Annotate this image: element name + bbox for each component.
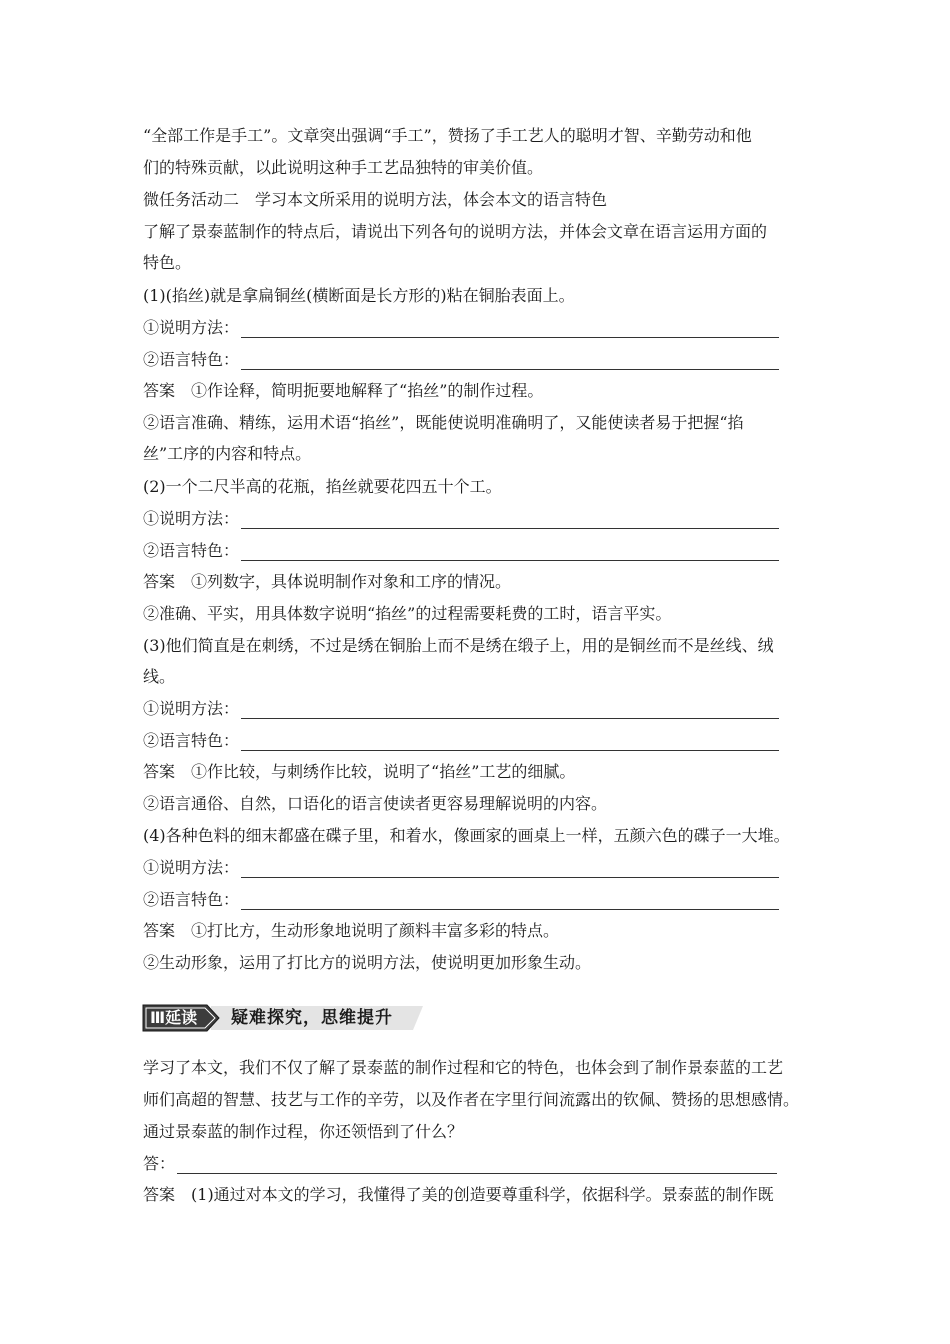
answer-blank[interactable] (177, 1159, 777, 1174)
answer-blank[interactable] (241, 323, 779, 338)
answer-label: 答案 (143, 381, 176, 400)
answer-line (143, 381, 543, 401)
answer-line (143, 1185, 774, 1205)
answer-line (143, 572, 511, 592)
question-2: (2)一个二尺半高的花瓶，掐丝就要花四五十个工。 (143, 477, 502, 496)
text-line: “全部工作是手工”。文章突出强调“手工”，赞扬了手工艺人的聪明才智、辛勤劳动和他 (143, 126, 752, 145)
feature-field-1 (143, 350, 779, 370)
text-line: ②语言通俗、自然，口语化的语言使读者更容易理解说明的内容。 (143, 794, 608, 813)
question-1: (1)(掐丝)就是拿扁铜丝(横断面是长方形的)粘在铜胎表面上。 (143, 286, 575, 305)
answer-text: ①打比方，生动形象地说明了颜料丰富多彩的特点。 (191, 921, 560, 940)
field-label: ②语言特色： (143, 890, 240, 909)
text-line: 丝”工序的内容和特点。 (143, 444, 312, 463)
method-field-2 (143, 509, 779, 529)
feature-field-2 (143, 541, 779, 561)
reply-field (143, 1154, 777, 1174)
answer-line (143, 921, 559, 941)
field-label: ①说明方法： (143, 318, 240, 337)
text-line: 学习了本文，我们不仅了解了景泰蓝的制作过程和它的特色，也体会到了制作景泰蓝的工艺 (143, 1058, 784, 1077)
field-label: ②语言特色： (143, 350, 240, 369)
answer-blank[interactable] (241, 736, 779, 751)
answer-label: 答案 (143, 572, 176, 591)
text-line: 通过景泰蓝的制作过程，你还领悟到了什么？ (143, 1122, 464, 1141)
answer-blank[interactable] (241, 895, 779, 910)
text-line: 师们高超的智慧、技艺与工作的辛劳，以及作者在字里行间流露出的钦佩、赞扬的思想感情。 (143, 1090, 800, 1109)
answer-blank[interactable] (241, 355, 779, 370)
banner-title: 疑难探究，思维提升 (231, 1008, 393, 1028)
field-label: ②语言特色： (143, 731, 240, 750)
text-line: 线。 (143, 667, 176, 686)
field-label: 答： (143, 1154, 176, 1173)
text-line: ②生动形象，运用了打比方的说明方法，使说明更加形象生动。 (143, 953, 592, 972)
feature-field-4 (143, 890, 779, 910)
answer-label: 答案 (143, 762, 176, 781)
method-field-3 (143, 699, 779, 719)
answer-blank[interactable] (241, 546, 779, 561)
text-line: 们的特殊贡献，以此说明这种手工艺品独特的审美价值。 (143, 158, 544, 177)
question-4: (4)各种色料的细末都盛在碟子里，和着水，像画家的画桌上一样，五颜六色的碟子一大堆。 (143, 826, 790, 845)
field-label: ①说明方法： (143, 509, 240, 528)
text-line: 特色。 (143, 253, 192, 272)
method-field-4 (143, 858, 779, 878)
answer-text: (1)通过对本文的学习，我懂得了美的创造要尊重科学，依据科学。景泰蓝的制作既 (191, 1185, 774, 1204)
feature-field-3 (143, 731, 779, 751)
answer-text: ①列数字，具体说明制作对象和工序的情况。 (191, 572, 512, 591)
answer-blank[interactable] (241, 704, 779, 719)
answer-blank[interactable] (241, 514, 779, 529)
answer-text: ①作诠释，简明扼要地解释了“掐丝”的制作过程。 (191, 381, 544, 400)
answer-label: 答案 (143, 1185, 176, 1204)
field-label: ②语言特色： (143, 541, 240, 560)
answer-line (143, 762, 575, 782)
question-3: (3)他们简直是在刺绣，不过是绣在铜胎上而不是绣在缎子上，用的是铜丝而不是丝线、绒 (143, 636, 774, 655)
text-line: ②语言准确、精练，运用术语“掐丝”，既能使说明准确明了，又能使读者易于把握“掐 (143, 413, 744, 432)
field-label: ①说明方法： (143, 699, 240, 718)
answer-blank[interactable] (241, 863, 779, 878)
answer-label: 答案 (143, 921, 176, 940)
banner-label: Ⅲ延读 (150, 1008, 198, 1027)
text-line: 了解了景泰蓝制作的特点后，请说出下列各句的说明方法，并体会文章在语言运用方面的 (143, 222, 768, 241)
text-line: ②准确、平实，用具体数字说明“掐丝”的过程需要耗费的工时，语言平实。 (143, 604, 672, 623)
method-field-1 (143, 318, 779, 338)
answer-text: ①作比较，与刺绣作比较，说明了“掐丝”工艺的细腻。 (191, 762, 576, 781)
task-heading: 微任务活动二 学习本文所采用的说明方法，体会本文的语言特色 (143, 190, 608, 209)
field-label: ①说明方法： (143, 858, 240, 877)
